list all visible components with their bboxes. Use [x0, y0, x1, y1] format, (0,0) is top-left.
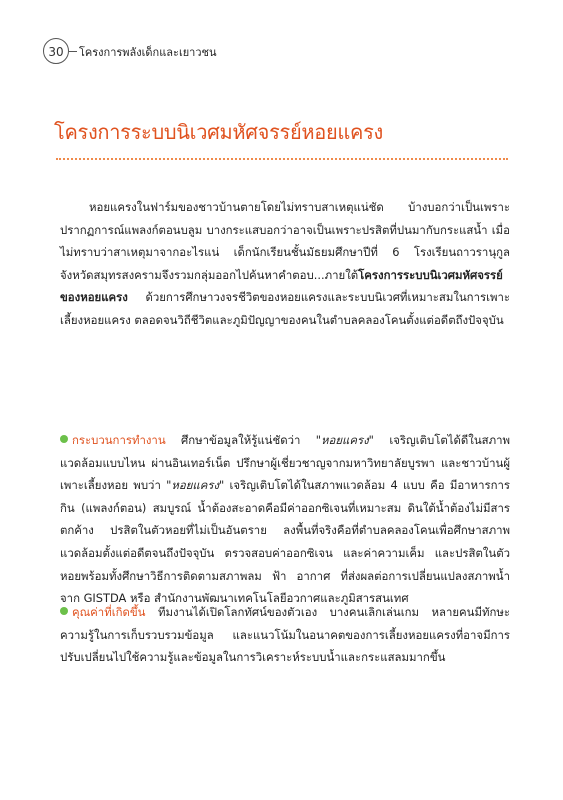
- process-quote-2: "หอยแครง": [166, 478, 225, 493]
- dotted-divider: [56, 158, 508, 160]
- process-text-1: ศึกษาข้อมูลให้รู้แน่ชัดว่า: [165, 433, 316, 447]
- value-paragraph: [60, 601, 510, 669]
- page-number: 30: [43, 38, 69, 64]
- value-text: ทีมงานได้เปิดโลกทัศน์ของตัวเอง บางคนเลิกเล่นเกม หลายคนมีทักษะความรู้ในการเก็บรวบรวมข้อมูล และแนวโน้มในอนาคตของการเลี้ยงหอยแครงที่อาจมีการปรับเปลี่ยนไปใช้ความรู้และข้อมูลในการวิเคราะห์ระบบน้ำและกระแสลมมากขึ้น: [60, 605, 510, 665]
- value-lead: คุณค่าที่เกิดขึ้น: [72, 605, 146, 619]
- intro-text-after: ด้วยการศึกษาวงจรชีวิตของหอยแครงและระบบนิเวศที่เหมาะสมในการเพาะเลี้ยงหอยแครง ตลอดจนวิถีชีวิตและภูมิปัญญาของคนในตำบลคลองโคนตั้งแต่อดีตถึงปัจจุบัน: [60, 290, 510, 327]
- intro-text-before: หอยแครงในฟาร์มของชาวบ้านตายโดยไม่ทราบสาเหตุแน่ชัด บ้างบอกว่าเป็นเพราะปรากฏการณ์แพลงก์ตอนบลูม บางกระแสบอกว่าอาจเป็นเพราะปรสิตที่ปนมากับกระแสน้ำ เมื่อไม่ทราบว่าสาเหตุมาจากอะไรแน่ เด็กนักเรียนชั้นมัธยมศึกษาปีที่ 6 โรงเรียนถาวรานุกูล จังหวัดสมุทรสงครามจึงรวมกลุ่มออกไปค้นหาคำตอบ...ภายใต้: [60, 200, 510, 282]
- intro-project-name: โครงการระบบนิเวศมหัศจรรย์ของหอยแครง: [60, 267, 503, 305]
- process-lead: กระบวนการทำงาน: [72, 433, 166, 447]
- process-text-3: เจริญเติบโตได้ในสภาพแวดล้อม 4 แบบ คือ มีอาหารการกิน (แพลงก์ตอน) สมบูรณ์ น้ำต้องสะอาดคือมีค่าออกซิเจนที่เหมาะสม ดินใต้น้ำต้องไม่มีสารตกค้าง ปรสิตในตัวหอยที่ไม่เป็นอันตราย ลงพื้นที่จริงคือที่ตำบลคลองโคนเพื่อศึกษาสภาพแวดล้อมตั้งแต่อดีตจนถึงปัจจุบัน ตรวจสอบค่าออกซิเจน และค่าความเค็ม และปรสิตในตัวหอยพร้อมทั้งศึกษาวิธีการติดตามสภาพลม ฟ้า อากาศ ที่ส่งผลต่อการเปลี่ยนแปลงสภาพน้ำจาก GISTDA หรือ สำนักงานพัฒนาเทคโนโลยีอวกาศและภูมิสารสนเทศ: [60, 478, 510, 606]
- header-rule: [69, 51, 77, 52]
- process-text-2: เจริญเติบโตได้ดีในสภาพแวดล้อมแบบไหน ผ่านอินเทอร์เน็ต ปรึกษาผู้เชี่ยวชาญจากมหาวิทยาลัยบูรพา และชาวบ้านผู้เพาะเลี้ยงหอย พบว่า: [60, 433, 510, 493]
- green-bullet-icon: [60, 607, 68, 615]
- process-paragraph: [60, 429, 510, 610]
- running-head: โครงการพลังเด็กและเยาวชน: [79, 46, 217, 59]
- intro-paragraph: [60, 196, 510, 332]
- green-bullet-icon: [60, 435, 68, 443]
- article-title: โครงการระบบนิเวศมหัศจรรย์หอยแครง: [54, 120, 383, 144]
- process-quote-1: "หอยแครง": [315, 433, 374, 447]
